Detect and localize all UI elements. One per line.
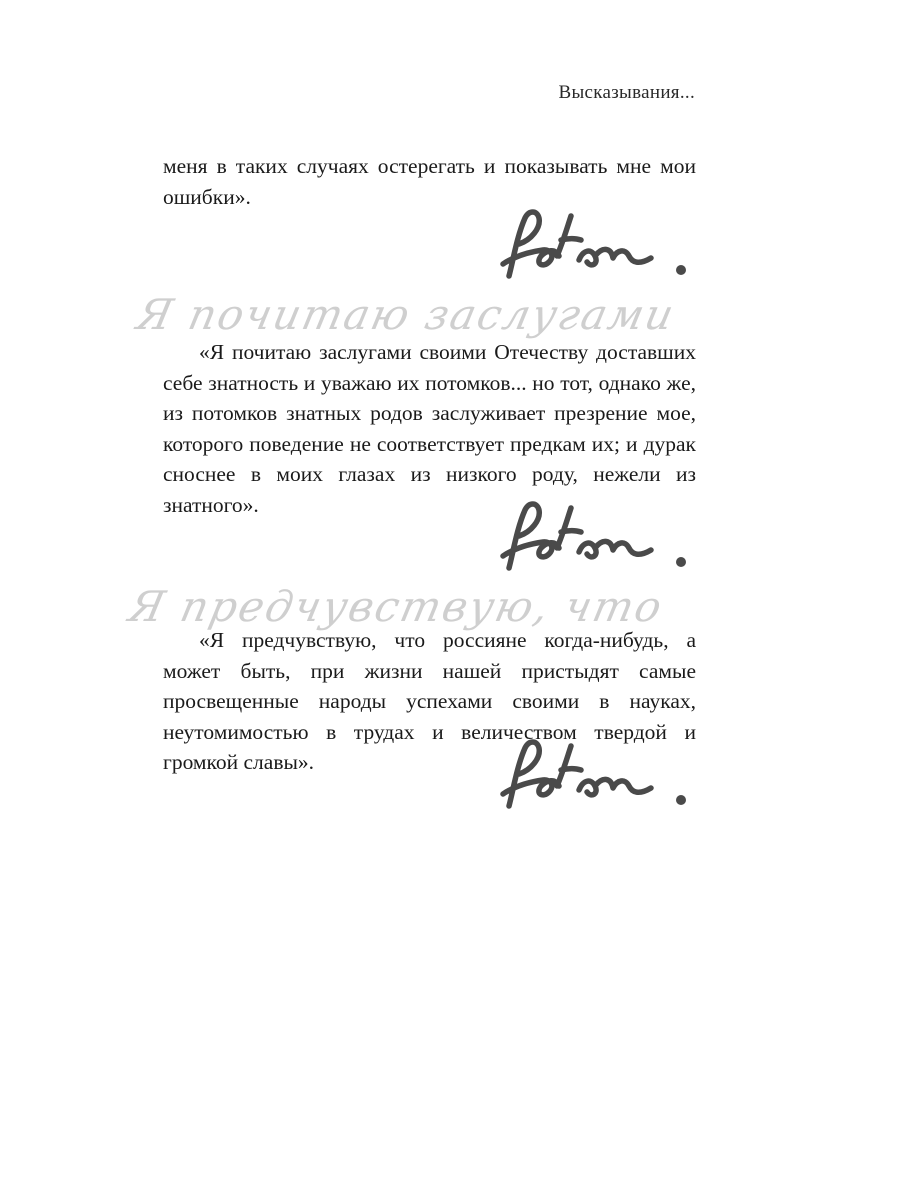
quote-text: «Я предчувствую, что россияне когда-нибудь, а может быть, при жизни нашей пристыдят самые просвещенные народы успехами своими в науках, неутомимостью в трудах и величеством твердой и громкой славы». (163, 628, 696, 774)
quote-text: «Я почитаю заслугами своими Отечеству доставших себе знатность и уважаю их потомков... но тот, однако же, из потомков знатных родов заслуживает презрение мое, которого поведение не соответствует предкам их; и дурак сноснее в моих глазах из низкого роду, нежели из знатного». (163, 340, 696, 517)
script-heading-watermark: Я предчувствую, что (124, 582, 668, 631)
paragraph-continuation (163, 151, 696, 212)
paragraph-text: меня в таких случаях остерегать и показывать мне мои ошибки». (163, 154, 696, 209)
quote-paragraph (163, 625, 696, 778)
script-heading-watermark: Я почитаю заслугами (132, 290, 680, 339)
signature-image (495, 206, 695, 286)
quote-paragraph (163, 337, 696, 520)
running-head: Высказывания... (558, 82, 695, 103)
